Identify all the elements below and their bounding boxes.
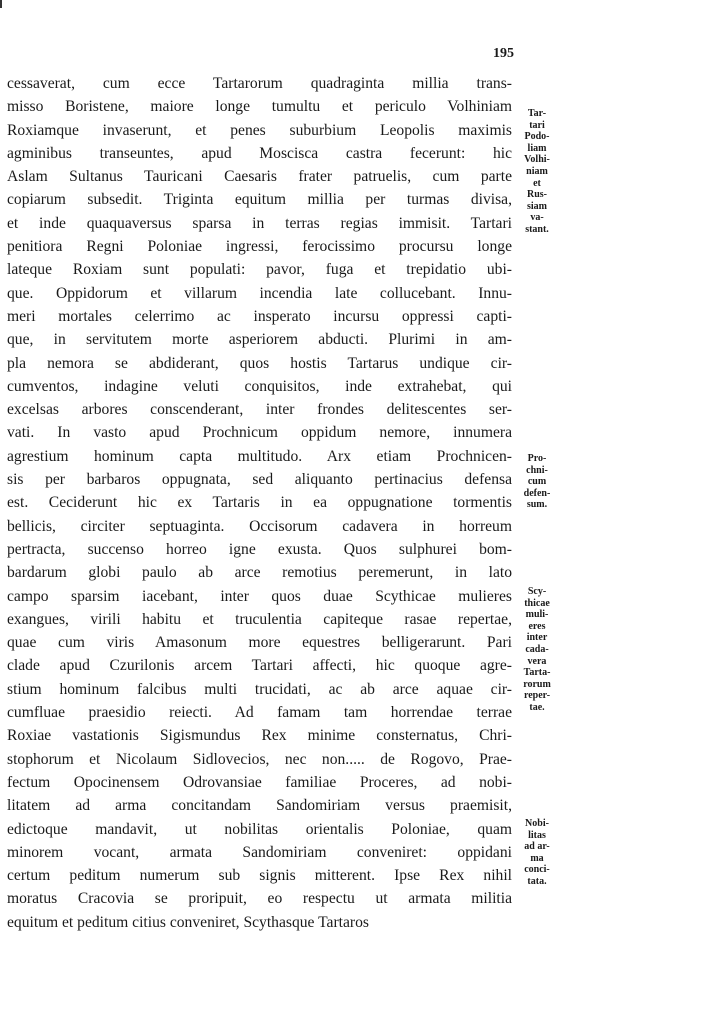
- margin-note-line: ad ar-: [524, 841, 550, 853]
- text-line: excelsas arbores conscenderant, inter frondes delitescentes ser-: [7, 401, 512, 419]
- margin-note-line: thicae: [524, 597, 550, 609]
- margin-note-line: stant.: [525, 223, 549, 235]
- margin-note-scythicae: [515, 586, 559, 714]
- text-line: agrestium hominum capta multitudo. Arx etiam Prochnicen-: [7, 447, 512, 465]
- margin-note-line: et: [533, 177, 541, 189]
- text-line: vati. In vasto apud Prochnicum oppidum nemore, innumera: [7, 424, 512, 442]
- text-line: bellicis, circiter septuaginta. Occisorum cadavera in horreum: [7, 517, 512, 535]
- margin-note-line: tata.: [527, 875, 547, 887]
- margin-note-line: litas: [528, 829, 546, 841]
- text-line: agminibus transeuntes, apud Moscisca castra fecerunt: hic: [7, 144, 512, 162]
- text-line: cessaverat, cum ecce Tartarorum quadraginta millia trans-: [7, 75, 512, 92]
- text-line: clade apud Czurilonis arcem Tartari affecti, hic quoque agre-: [7, 657, 512, 675]
- text-line: litatem ad arma concitandam Sandomiriam versus praemisit,: [7, 797, 512, 815]
- margin-note-line: cum: [527, 476, 547, 488]
- margin-note-line: eres: [528, 620, 546, 632]
- page-edge-mark: [0, 0, 2, 8]
- text-line: stophorum et Nicolaum Sidlovecios, nec non..... de Rogovo, Prae-: [7, 750, 512, 768]
- margin-note-line: niam: [526, 165, 548, 177]
- text-line: edictoque mandavit, ut nobilitas orientalis Poloniae, quam: [7, 820, 512, 838]
- margin-note-line: inter: [526, 632, 548, 644]
- text-line: Roxiamque invaserunt, et penes suburbium Leopolis maximis: [7, 121, 512, 139]
- margin-note-line: tae.: [529, 701, 545, 713]
- margin-note-line: Rus-: [526, 189, 547, 201]
- text-line: bardarum globi paulo ab arce remotius peremerunt, in lato: [7, 564, 512, 582]
- text-line: cumventos, indagine veluti conquisitos, inde extrahebat, qui: [7, 377, 512, 395]
- margin-note-line: vera: [527, 655, 547, 667]
- text-line: que, in servitutem morte asperiorem abducti. Plurimi in am-: [7, 331, 512, 349]
- margin-note-line: siam: [527, 200, 547, 212]
- margin-note-nobilitas: [515, 818, 559, 888]
- margin-note-tartari: [515, 108, 559, 236]
- margin-note-line: defen-: [523, 487, 551, 499]
- margin-note-line: cada-: [525, 643, 549, 655]
- text-line: lateque Roxiam sunt populati: pavor, fuga et trepidatio ubi-: [7, 261, 512, 279]
- text-line: Roxiae vastationis Sigismundus Rex minime consternatus, Chri-: [7, 727, 512, 745]
- text-line: copiarum subsedit. Triginta equitum millia per turmas divisa,: [7, 191, 512, 209]
- text-line: campo sparsim iacebant, inter quos duae Scythicae mulieres: [7, 587, 512, 605]
- margin-note-line: Nobi-: [525, 818, 549, 829]
- margin-note-line: sum.: [526, 499, 548, 511]
- text-line: fectum Opocinensem Odrovansiae familiae Proceres, ad nobi-: [7, 773, 512, 791]
- text-line: equitum et peditum citius conveniret, Scythasque Tartaros: [7, 913, 369, 931]
- page-number: 195: [493, 46, 514, 61]
- text-line: moratus Cracovia se proripuit, eo respectu ut armata militia: [7, 890, 512, 908]
- text-line: misso Boristene, maiore longe tumultu et periculo Volhiniam: [7, 98, 512, 116]
- margin-note-line: chni-: [526, 464, 548, 476]
- margin-note-line: reper-: [523, 690, 551, 702]
- margin-note-line: ma: [530, 852, 544, 864]
- text-line: certum peditum numerum sub signis mitterent. Ipse Rex nihil: [7, 867, 512, 885]
- text-line: exangues, virili habitu et truculentia capiteque rasae repertae,: [7, 610, 512, 628]
- text-line: minorem vocant, armata Sandomiriam conveniret: oppidani: [7, 843, 512, 861]
- text-line: pla nemora se abdiderant, quos hostis Tartarus undique cir-: [7, 354, 512, 372]
- margin-note-line: liam: [527, 142, 547, 154]
- margin-note-line: rorum: [523, 678, 551, 690]
- margin-note-line: Volhi-: [524, 154, 550, 166]
- text-line: pertracta, succenso horreo igne exusta. Quos sulphurei bom-: [7, 540, 512, 558]
- margin-note-line: Podo-: [524, 131, 550, 143]
- text-line: sis per barbaros oppugnata, sed aliquanto pertinacius defensa: [7, 471, 512, 489]
- text-line: Aslam Sultanus Tauricani Caesaris frater patruelis, cum parte: [7, 168, 512, 186]
- margin-note-line: Tar-: [527, 108, 547, 119]
- text-line: stium hominum falcibus multi trucidati, ac ab arce aquae cir-: [7, 680, 512, 698]
- margin-note-line: Pro-: [527, 453, 547, 464]
- text-line: est. Ceciderunt hic ex Tartaris in ea oppugnatione tormentis: [7, 494, 512, 512]
- margin-note-line: muli-: [525, 609, 549, 621]
- margin-note-prochnicum: [515, 453, 559, 511]
- margin-note-line: conci-: [524, 864, 550, 876]
- text-line: quae cum viris Amasonum more equestres belligerarunt. Pari: [7, 634, 512, 652]
- margin-note-line: Tarta-: [523, 667, 551, 679]
- margin-note-line: tari: [529, 119, 545, 131]
- text-line: et inde quaquaversus sparsa in terras regias immisit. Tartari: [7, 214, 512, 232]
- text-line: que. Oppidorum et villarum incendia late collucebant. Innu-: [7, 284, 512, 302]
- text-line: meri mortales celerrimo ac insperato incursu oppressi capti-: [7, 307, 512, 325]
- margin-note-line: Scy-: [527, 586, 547, 597]
- margin-note-line: va-: [530, 212, 544, 224]
- text-line: cumfluae praesidio reiecti. Ad famam tam horrendae terrae: [7, 704, 512, 722]
- body-text: [7, 72, 512, 934]
- text-line: penitiora Regni Poloniae ingressi, ferocissimo procursu longe: [7, 238, 512, 256]
